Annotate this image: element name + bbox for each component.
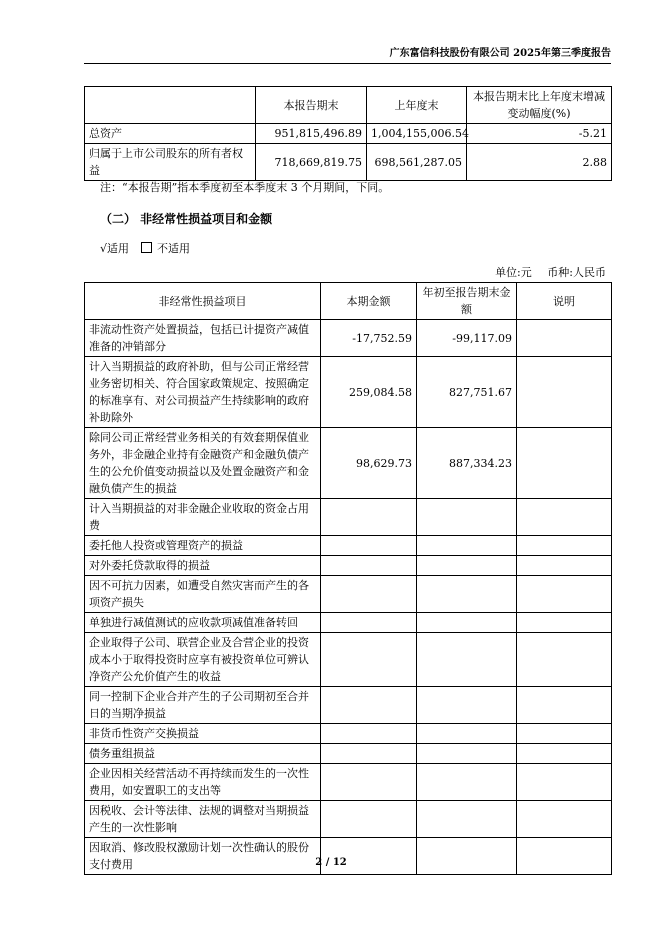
header-cell: 年初至报告期末金额 xyxy=(417,283,517,320)
row-change: -5.21 xyxy=(467,124,612,144)
row-ytd xyxy=(417,764,517,801)
not-applicable-label: 不适用 xyxy=(157,242,191,255)
row-item: 因取消、修改股权激励计划一次性确认的股份支付费用 xyxy=(85,838,321,875)
page-number: 2 / 12 xyxy=(315,857,347,868)
row-item: 因税收、会计等法律、法规的调整对当期损益产生的一次性影响 xyxy=(85,801,321,838)
row-prior: 1,004,155,006.54 xyxy=(367,124,467,144)
row-item: 企业取得子公司、联营企业及合营企业的投资成本小于取得投资时应享有被投资单位可辨认净资产公允价值产生的收益 xyxy=(85,633,321,687)
row-note xyxy=(517,357,612,428)
row-ytd xyxy=(417,613,517,633)
table-row xyxy=(85,687,612,724)
header-cell xyxy=(85,87,256,124)
unchecked-box-icon[interactable] xyxy=(141,242,152,253)
row-item: 对外委托贷款取得的损益 xyxy=(85,556,321,576)
row-item: 单独进行减值测试的应收款项减值准备转回 xyxy=(85,613,321,633)
table-row xyxy=(85,633,612,687)
table-row xyxy=(85,556,612,576)
row-ytd xyxy=(417,633,517,687)
row-note xyxy=(517,838,612,875)
table-row xyxy=(85,838,612,875)
row-current xyxy=(321,801,417,838)
unit-label: 单位:元 xyxy=(495,266,532,279)
row-current xyxy=(321,724,417,744)
applicable-checked[interactable]: √适用 xyxy=(100,242,130,255)
row-current xyxy=(321,536,417,556)
row-note xyxy=(517,801,612,838)
row-ytd xyxy=(417,838,517,875)
header-cell: 本报告期末 xyxy=(256,87,367,124)
header-cell: 本报告期末比上年度末增减变动幅度(%) xyxy=(467,87,612,124)
row-item: 归属于上市公司股东的所有者权益 xyxy=(85,144,256,181)
row-note xyxy=(517,744,612,764)
row-note xyxy=(517,428,612,499)
table-row xyxy=(85,764,612,801)
row-current: -17,752.59 xyxy=(321,320,417,357)
row-ytd xyxy=(417,576,517,613)
table-row xyxy=(85,357,612,428)
table-row xyxy=(85,536,612,556)
balance-table-header xyxy=(85,87,612,124)
section-title: （二） 非经常性损益项目和金额 xyxy=(100,212,273,226)
row-ytd xyxy=(417,499,517,536)
header-cell: 非经常性损益项目 xyxy=(85,283,321,320)
row-item: 债务重组损益 xyxy=(85,744,321,764)
report-header: 广东富信科技股份有限公司 2025年第三季度报告 xyxy=(389,48,611,59)
row-note xyxy=(517,499,612,536)
row-ytd: 827,751.67 xyxy=(417,357,517,428)
row-current xyxy=(321,613,417,633)
row-item: 同一控制下企业合并产生的子公司期初至合并日的当期净损益 xyxy=(85,687,321,724)
row-note xyxy=(517,687,612,724)
row-item: 因不可抗力因素，如遭受自然灾害而产生的各项资产损失 xyxy=(85,576,321,613)
row-note xyxy=(517,633,612,687)
row-change: 2.88 xyxy=(467,144,612,181)
header-cell: 说明 xyxy=(517,283,612,320)
header-rule xyxy=(84,63,611,64)
header-cell: 本期金额 xyxy=(321,283,417,320)
table-row xyxy=(85,124,612,144)
row-current xyxy=(321,556,417,576)
row-current xyxy=(321,576,417,613)
row-ytd xyxy=(417,724,517,744)
row-note xyxy=(517,724,612,744)
table-row xyxy=(85,320,612,357)
table-row xyxy=(85,428,612,499)
row-note xyxy=(517,556,612,576)
row-current xyxy=(321,499,417,536)
row-item: 委托他人投资或管理资产的损益 xyxy=(85,536,321,556)
table-row xyxy=(85,744,612,764)
row-note xyxy=(517,576,612,613)
currency-label: 币种:人民币 xyxy=(547,266,606,279)
table-row xyxy=(85,613,612,633)
row-note xyxy=(517,320,612,357)
row-note xyxy=(517,536,612,556)
row-prior: 698,561,287.05 xyxy=(367,144,467,181)
unit-line xyxy=(483,264,606,280)
row-current xyxy=(321,687,417,724)
row-item: 计入当期损益的政府补助，但与公司正常经营业务密切相关、符合国家政策规定、按照确定的标准享有、对公司损益产生持续影响的政府补助除外 xyxy=(85,357,321,428)
row-current: 98,629.73 xyxy=(321,428,417,499)
row-item: 计入当期损益的对非金融企业收取的资金占用费 xyxy=(85,499,321,536)
balance-table xyxy=(84,86,612,181)
row-item: 非流动性资产处置损益，包括已计提资产减值准备的冲销部分 xyxy=(85,320,321,357)
row-current xyxy=(321,744,417,764)
header-cell: 上年度末 xyxy=(367,87,467,124)
nonrecurring-table xyxy=(84,282,612,875)
row-item: 总资产 xyxy=(85,124,256,144)
row-ytd xyxy=(417,801,517,838)
row-current: 259,084.58 xyxy=(321,357,417,428)
row-item: 非货币性资产交换损益 xyxy=(85,724,321,744)
row-ytd xyxy=(417,687,517,724)
table-row xyxy=(85,801,612,838)
table-row xyxy=(85,724,612,744)
row-current: 951,815,496.89 xyxy=(256,124,367,144)
table-note: 注：“本报告期”指本季度初至本季度末 3 个月期间，下同。 xyxy=(100,181,390,194)
row-ytd: 887,334.23 xyxy=(417,428,517,499)
table-row xyxy=(85,144,612,181)
row-current: 718,669,819.75 xyxy=(256,144,367,181)
nonrecurring-table-header xyxy=(85,283,612,320)
row-current xyxy=(321,764,417,801)
row-item: 企业因相关经营活动不再持续而发生的一次性费用，如安置职工的支出等 xyxy=(85,764,321,801)
table-row xyxy=(85,576,612,613)
row-note xyxy=(517,613,612,633)
row-ytd xyxy=(417,556,517,576)
nonrecurring-table-body xyxy=(85,320,612,875)
row-note xyxy=(517,764,612,801)
row-current xyxy=(321,838,417,875)
applicability-options xyxy=(100,240,190,256)
row-ytd: -99,117.09 xyxy=(417,320,517,357)
table-row xyxy=(85,499,612,536)
row-current xyxy=(321,633,417,687)
row-ytd xyxy=(417,744,517,764)
row-item: 除同公司正常经营业务相关的有效套期保值业务外，非金融企业持有金融资产和金融负债产生的公允价值变动损益以及处置金融资产和金融负债产生的损益 xyxy=(85,428,321,499)
row-ytd xyxy=(417,536,517,556)
